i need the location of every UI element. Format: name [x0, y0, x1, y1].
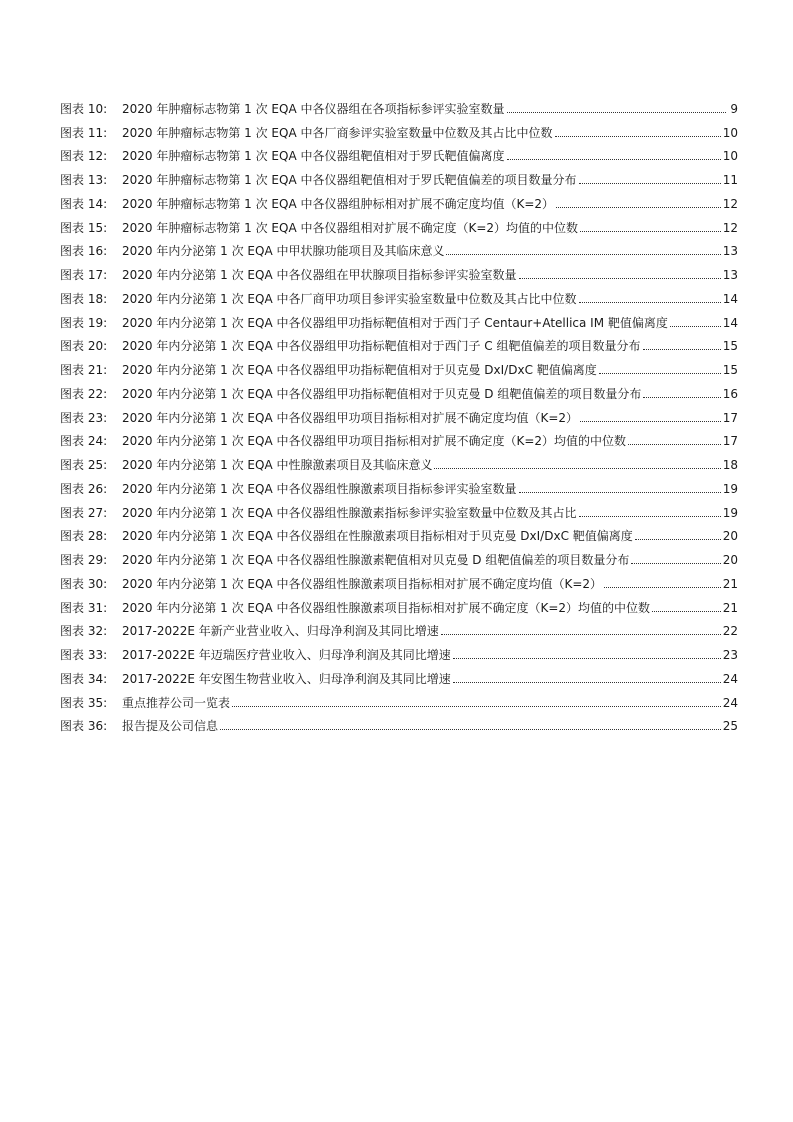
toc-entry[interactable] [60, 711, 738, 735]
dot-leader [604, 586, 721, 588]
figure-number: 图表 15: [60, 220, 108, 235]
figure-number: 图表 11: [60, 125, 108, 140]
toc-entry[interactable] [60, 164, 738, 188]
toc-entry[interactable] [60, 236, 738, 260]
page-number: 24 [722, 695, 738, 710]
toc-entry[interactable] [60, 521, 738, 545]
figure-number: 图表 25: [60, 458, 108, 472]
page-number: 10 [722, 125, 738, 140]
page-number: 21 [722, 600, 738, 615]
dot-leader [579, 182, 721, 184]
dot-leader [631, 562, 720, 564]
figure-number: 图表 20: [60, 339, 108, 354]
dot-leader [580, 230, 721, 232]
figure-title: 2020 年内分泌第 1 次 EQA 中各仪器组性腺激素靶值相对贝克曼 D 组靶值偏差的项目数量分布 [122, 553, 630, 567]
toc-entry[interactable] [60, 188, 738, 212]
dot-leader [670, 325, 721, 327]
page-number: 17 [722, 410, 738, 425]
dot-leader [580, 420, 721, 422]
toc-entry[interactable] [60, 449, 738, 473]
dot-leader [434, 467, 720, 469]
toc-entry[interactable] [60, 331, 738, 355]
figure-title: 2017-2022E 年新产业营业收入、归母净利润及其同比增速 [122, 624, 439, 639]
dot-leader [652, 610, 721, 612]
figure-title: 2020 年内分泌第 1 次 EQA 中甲状腺功能项目及其临床意义 [122, 244, 445, 259]
toc-entry[interactable] [60, 639, 738, 663]
figure-number: 图表 16: [60, 244, 108, 259]
page-number: 14 [722, 315, 738, 330]
page-number: 12 [722, 196, 738, 211]
figure-title: 2020 年肿瘤标志物第 1 次 EQA 中各厂商参评实验室数量中位数及其占比中位数 [122, 125, 553, 140]
toc-entry[interactable] [60, 426, 738, 450]
page-number: 24 [722, 671, 738, 686]
figure-title: 2020 年内分泌第 1 次 EQA 中各仪器组甲功项目指标相对扩展不确定度均值（K=2） [122, 410, 579, 425]
page-number: 19 [722, 505, 738, 520]
toc-entry[interactable] [60, 307, 738, 331]
figure-title: 2020 年内分泌第 1 次 EQA 中各仪器组甲功指标靶值相对于西门子 Centaur+Atellica IM 靶值偏离度 [122, 315, 668, 330]
page-number: 25 [722, 719, 738, 734]
toc-entry[interactable] [60, 592, 738, 616]
page-number: 20 [722, 553, 738, 567]
dot-leader [446, 253, 720, 255]
toc-entry[interactable] [60, 402, 738, 426]
toc-entry[interactable] [60, 354, 738, 378]
figure-title: 2020 年内分泌第 1 次 EQA 中各仪器组甲功指标靶值相对于贝克曼 DxI/DxC 靶值偏离度 [122, 363, 597, 377]
figure-title: 2020 年内分泌第 1 次 EQA 中各仪器组甲功指标靶值相对于贝克曼 D 组靶值偏差的项目数量分布 [122, 386, 642, 401]
dot-leader [628, 443, 721, 445]
figure-title: 2020 年肿瘤标志物第 1 次 EQA 中各仪器组肿标相对扩展不确定度均值（K=2） [122, 196, 555, 211]
page-number: 16 [722, 386, 738, 401]
toc-entry[interactable] [60, 141, 738, 165]
figure-number: 图表 17: [60, 268, 108, 282]
toc-entry[interactable] [60, 259, 738, 283]
figure-title: 2020 年内分泌第 1 次 EQA 中各仪器组甲功项目指标相对扩展不确定度（K=2）均值的中位数 [122, 434, 627, 449]
figure-number: 图表 10: [60, 101, 108, 116]
page-number: 15 [722, 339, 738, 354]
dot-leader [555, 135, 721, 137]
figure-number: 图表 14: [60, 196, 108, 211]
figure-title: 2020 年内分泌第 1 次 EQA 中各仪器组性腺激素项目指标参评实验室数量 [122, 481, 517, 496]
page-number: 20 [722, 529, 738, 544]
dot-leader [635, 538, 721, 540]
figure-number: 图表 33: [60, 648, 108, 662]
page-number: 21 [722, 576, 738, 591]
page-number: 13 [722, 268, 738, 282]
dot-leader [232, 705, 721, 707]
figure-title: 2020 年肿瘤标志物第 1 次 EQA 中各仪器组靶值相对于罗氏靶值偏离度 [122, 149, 505, 164]
figure-title: 2020 年内分泌第 1 次 EQA 中各仪器组在甲状腺项目指标参评实验室数量 [122, 268, 517, 282]
figure-title: 2020 年内分泌第 1 次 EQA 中各仪器组性腺激素项目指标相对扩展不确定度均值（K=2） [122, 576, 603, 591]
figure-number: 图表 27: [60, 505, 108, 520]
page-number: 13 [722, 244, 738, 259]
figure-title: 重点推荐公司一览表 [122, 695, 231, 710]
figure-title: 2020 年内分泌第 1 次 EQA 中各厂商甲功项目参评实验室数量中位数及其占比中位数 [122, 291, 577, 306]
figure-number: 图表 23: [60, 410, 108, 425]
figure-number: 图表 12: [60, 149, 108, 164]
page-number: 14 [722, 291, 738, 306]
figure-number: 图表 21: [60, 363, 108, 377]
figure-title: 2017-2022E 年安图生物营业收入、归母净利润及其同比增速 [122, 671, 451, 686]
page-number: 10 [722, 149, 738, 164]
dot-leader [220, 728, 721, 730]
table-of-figures [60, 93, 738, 734]
toc-entry[interactable] [60, 283, 738, 307]
figure-title: 2020 年内分泌第 1 次 EQA 中各仪器组性腺激素指标参评实验室数量中位数及其占比 [122, 505, 577, 520]
page-number: 15 [722, 363, 738, 377]
toc-entry[interactable] [60, 568, 738, 592]
dot-leader [453, 681, 721, 683]
figure-number: 图表 18: [60, 291, 108, 306]
dot-leader [441, 633, 721, 635]
figure-title: 2020 年肿瘤标志物第 1 次 EQA 中各仪器组靶值相对于罗氏靶值偏差的项目数量分布 [122, 173, 577, 187]
toc-entry[interactable] [60, 687, 738, 711]
figure-title: 2020 年内分泌第 1 次 EQA 中各仪器组甲功指标靶值相对于西门子 C 组靶值偏差的项目数量分布 [122, 339, 641, 354]
figure-number: 图表 28: [60, 529, 108, 544]
page-number: 18 [722, 458, 738, 472]
page-number: 23 [722, 648, 738, 662]
dot-leader [507, 111, 727, 113]
figure-number: 图表 26: [60, 481, 108, 496]
toc-entry[interactable] [60, 663, 738, 687]
page-number: 12 [722, 220, 738, 235]
toc-entry[interactable] [60, 378, 738, 402]
figure-number: 图表 31: [60, 600, 108, 615]
figure-title: 报告提及公司信息 [122, 719, 219, 734]
toc-entry[interactable] [60, 616, 738, 640]
figure-number: 图表 29: [60, 553, 108, 567]
figure-number: 图表 36: [60, 719, 108, 734]
figure-number: 图表 32: [60, 624, 108, 639]
toc-entry[interactable] [60, 212, 738, 236]
figure-title: 2020 年肿瘤标志物第 1 次 EQA 中各仪器组相对扩展不确定度（K=2）均值的中位数 [122, 220, 579, 235]
dot-leader [453, 657, 721, 659]
toc-entry[interactable] [60, 117, 738, 141]
page-number: 11 [722, 173, 738, 187]
figure-number: 图表 13: [60, 173, 108, 187]
figure-title: 2020 年内分泌第 1 次 EQA 中各仪器组在性腺激素项目指标相对于贝克曼 DxI/DxC 靶值偏离度 [122, 529, 633, 544]
page-number: 9 [730, 101, 738, 116]
figure-number: 图表 19: [60, 315, 108, 330]
dot-leader [519, 491, 721, 493]
dot-leader [599, 372, 721, 374]
figure-number: 图表 34: [60, 671, 108, 686]
toc-entry[interactable] [60, 473, 738, 497]
toc-entry[interactable] [60, 497, 738, 521]
dot-leader [519, 277, 721, 279]
dot-leader [643, 396, 720, 398]
page-number: 19 [722, 481, 738, 496]
figure-number: 图表 35: [60, 695, 108, 710]
dot-leader [507, 158, 721, 160]
page-number: 22 [722, 624, 738, 639]
figure-number: 图表 22: [60, 386, 108, 401]
figure-title: 2017-2022E 年迈瑞医疗营业收入、归母净利润及其同比增速 [122, 648, 451, 662]
dot-leader [579, 515, 721, 517]
page-number: 17 [722, 434, 738, 449]
figure-title: 2020 年内分泌第 1 次 EQA 中各仪器组性腺激素项目指标相对扩展不确定度（K=2）均值的中位数 [122, 600, 651, 615]
dot-leader [643, 348, 721, 350]
figure-number: 图表 24: [60, 434, 108, 449]
figure-number: 图表 30: [60, 576, 108, 591]
toc-entry[interactable] [60, 93, 738, 117]
figure-title: 2020 年内分泌第 1 次 EQA 中性腺激素项目及其临床意义 [122, 458, 433, 472]
toc-entry[interactable] [60, 544, 738, 568]
dot-leader [579, 301, 721, 303]
figure-title: 2020 年肿瘤标志物第 1 次 EQA 中各仪器组在各项指标参评实验室数量 [122, 101, 505, 116]
dot-leader [556, 206, 721, 208]
